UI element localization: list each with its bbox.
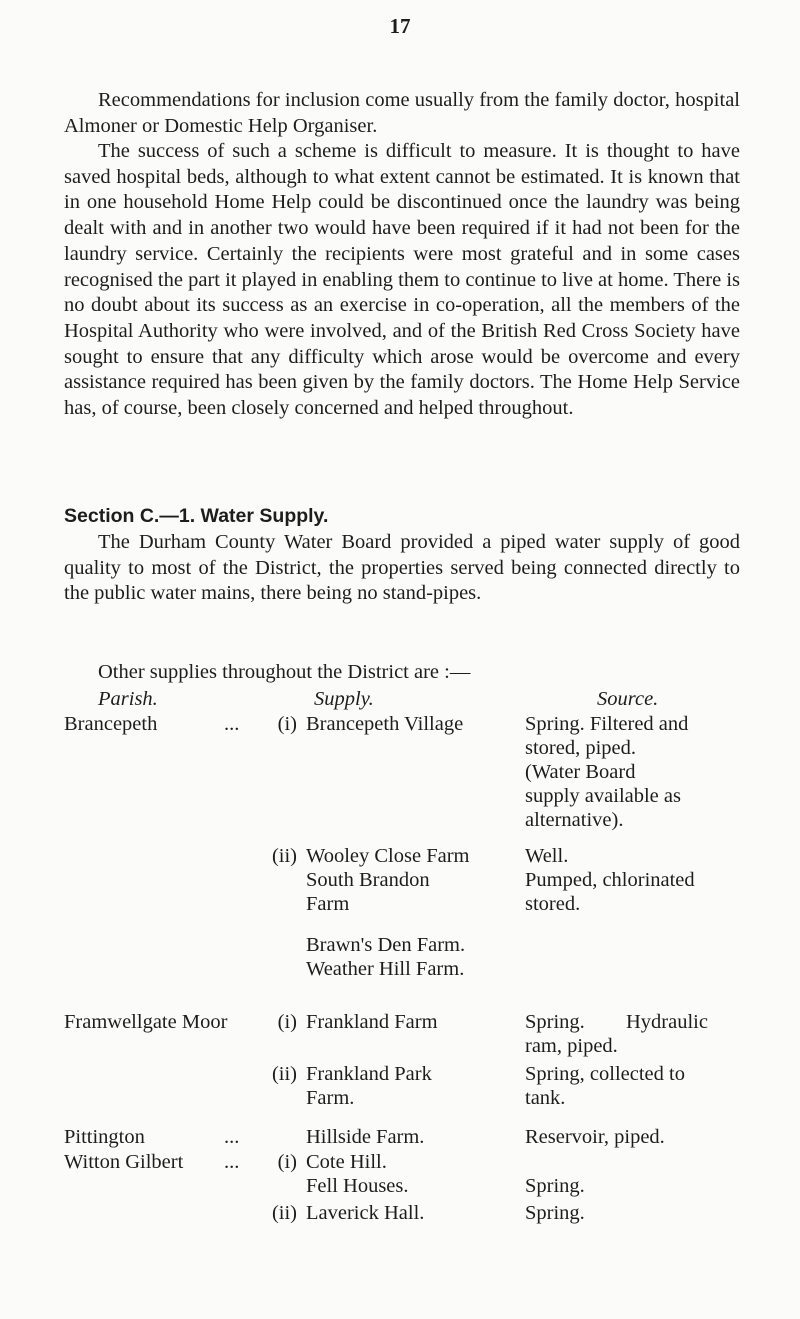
- source-cell: Hydraulic: [626, 1011, 708, 1033]
- item-numeral: (ii): [271, 1202, 297, 1224]
- column-header-supply: Supply.: [314, 688, 374, 710]
- leader-dots: ...: [224, 1126, 240, 1148]
- section-heading: Section C.—1. Water Supply.: [64, 505, 329, 527]
- item-numeral: (ii): [271, 845, 297, 867]
- source-cell: Spring, collected to: [525, 1063, 685, 1085]
- item-numeral: (i): [277, 1151, 297, 1173]
- source-cell: ram, piped.: [525, 1035, 618, 1057]
- source-cell: stored.: [525, 893, 581, 915]
- page-number: 17: [389, 14, 411, 38]
- parish-cell: Brancepeth: [64, 713, 158, 735]
- supply-cell: Hillside Farm.: [306, 1126, 425, 1148]
- source-cell: stored, piped.: [525, 737, 637, 759]
- leader-dots: ...: [224, 1151, 240, 1173]
- parish-cell: Pittington: [64, 1126, 145, 1148]
- supply-cell: Brancepeth Village: [306, 713, 464, 735]
- parish-cell: Witton Gilbert: [64, 1151, 184, 1173]
- paragraph-success: The success of such a scheme is difficult to measure. It is thought to have saved hospital beds, although to what extent cannot be estimated. It is known that in one household Home Help could be discontinued once the laundry was being dealt with and in another two would have been required if it had not been for the laundry service. Certainly the recipients were most grateful and in some cases recognised the part it played in enabling them to continue to live at home. There is no doubt about its success as an exercise in co-operation, all the members of the Hospital Authority who were involved, and of the British Red Cross Society have sought to ensure that any difficulty which arose would be overcome and every assistance required has been given by the family doctors. The Home Help Service has, of course, been closely concerned and helped throughout.: [64, 140, 740, 420]
- source-cell: Pumped, chlorinated: [525, 869, 695, 891]
- source-cell: (Water Board: [525, 761, 636, 783]
- supply-cell: Farm.: [306, 1087, 355, 1109]
- item-numeral: (i): [277, 713, 297, 735]
- source-cell: Spring. Filtered and: [525, 713, 689, 735]
- leader-dots: ...: [224, 713, 240, 735]
- source-cell: Spring.: [525, 1011, 585, 1033]
- supply-cell: South Brandon: [306, 869, 430, 891]
- supply-cell: Laverick Hall.: [306, 1202, 425, 1224]
- source-cell: supply available as: [525, 785, 681, 807]
- source-cell: Spring.: [525, 1202, 585, 1224]
- supply-cell: Weather Hill Farm.: [306, 958, 465, 980]
- source-cell: alternative).: [525, 809, 624, 831]
- paragraph-recommendations: Recommendations for inclusion come usually from the family doctor, hospital Almoner or Domestic Help Organiser.: [64, 89, 740, 137]
- source-cell: Reservoir, piped.: [525, 1126, 665, 1148]
- source-cell: tank.: [525, 1087, 566, 1109]
- paragraph-water-board: The Durham County Water Board provided a piped water supply of good quality to most of the District, the properties served being connected directly to the public water mains, there being no stand-pipes.: [64, 531, 740, 605]
- supply-cell: Cote Hill.: [306, 1151, 387, 1173]
- parish-cell: Framwellgate Moor: [64, 1011, 228, 1033]
- item-numeral: (ii): [271, 1063, 297, 1085]
- supply-cell: Frankland Park: [306, 1063, 432, 1085]
- supply-cell: Farm: [306, 893, 350, 915]
- supply-cell: Frankland Farm: [306, 1011, 438, 1033]
- item-numeral: (i): [277, 1011, 297, 1033]
- column-header-parish: Parish.: [98, 688, 158, 710]
- source-cell: Well.: [525, 845, 569, 867]
- source-cell: Spring.: [525, 1175, 585, 1197]
- supply-cell: Brawn's Den Farm.: [306, 934, 466, 956]
- column-header-source: Source.: [597, 688, 659, 710]
- supply-cell: Wooley Close Farm: [306, 845, 470, 867]
- table-intro: Other supplies throughout the District are :—: [98, 661, 471, 683]
- supply-cell: Fell Houses.: [306, 1175, 409, 1197]
